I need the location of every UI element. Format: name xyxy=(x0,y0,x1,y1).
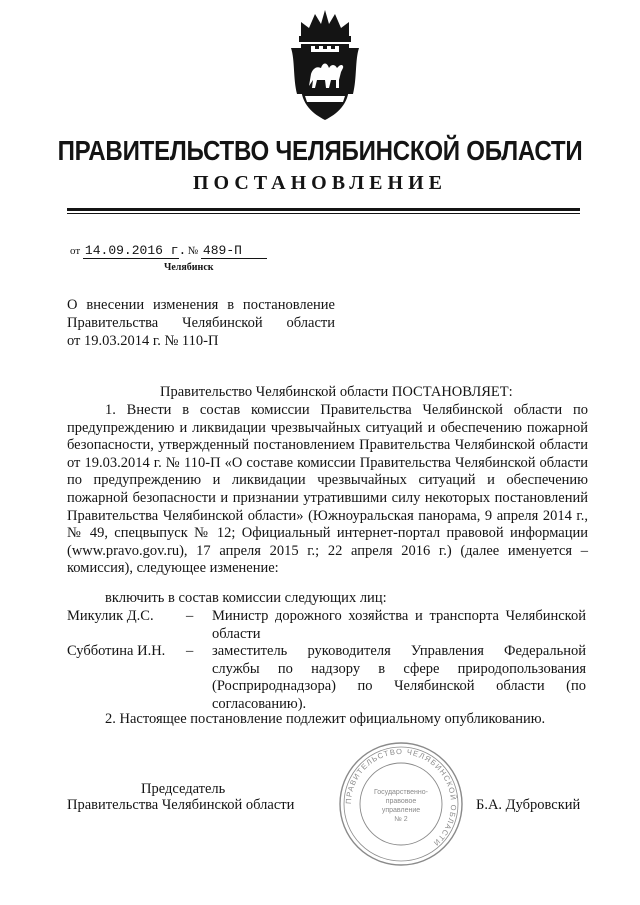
person-position: заместитель руководителя Управления Федеральной службы по надзору в сфере природопользования (Росприроднадзора) по Челябинской области (по согласованию). xyxy=(212,643,586,712)
document-subject xyxy=(67,296,335,350)
official-seal xyxy=(337,740,465,868)
preamble: Правительство Челябинской области ПОСТАНОВЛЯЕТ: xyxy=(160,384,513,400)
item-1-paragraph: 1. Внести в состав комиссии Правительства Челябинской области по предупреждению и ликвидации чрезвычайных ситуаций и обеспечению пожарной безопасности, утвержденный постановлением Правительства Челябинской области от 19.03.2014 г. № 110-П «О составе комиссии Правительства Челябинской области по предупреждению и ликвидации чрезвычайных ситуаций и обеспечению пожарной безопасности и признании утратившими силу некоторых постановлений Правительства Челябинской области» (Южноуральская панорама, 9 апреля 2014 г., № 49, спецвыпуск № 12; Официальный интернет-портал правовой информации (www.pravo.gov.ru), 17 апреля 2015 г.; 22 апреля 2016 г.) (далее именуется – комиссия), следующее изменение: xyxy=(67,402,588,577)
date-number-line xyxy=(70,244,267,259)
signatory-title-line2: Правительства Челябинской области xyxy=(67,797,295,813)
government-title: ПРАВИТЕЛЬСТВО ЧЕЛЯБИНСКОЙ ОБЛАСТИ xyxy=(57,135,583,166)
subject-line: от 19.03.2014 г. № 110-П xyxy=(67,333,219,349)
person-dash: – xyxy=(186,643,194,659)
seal-inner-line: правовое xyxy=(385,798,417,805)
document-type-heading: ПОСТАНОВЛЕНИЕ xyxy=(193,172,447,194)
subject-line: О внесении изменения в постановление xyxy=(67,297,335,313)
date-from-label: от xyxy=(70,245,81,257)
subject-line: Правительства Челябинской области xyxy=(67,315,335,331)
person-name: Микулик Д.С. xyxy=(67,608,154,624)
coat-of-arms-emblem xyxy=(287,8,363,124)
header-rule-thin xyxy=(67,213,580,214)
document-city: Челябинск xyxy=(164,262,214,273)
seal-inner-line: № 2 xyxy=(394,816,408,823)
document-date: 14.09.2016 г. xyxy=(84,243,187,258)
seal-inner-line: Государственно- xyxy=(373,789,429,796)
signatory-name: Б.А. Дубровский xyxy=(476,797,581,813)
header-rule-thick xyxy=(67,208,580,211)
signatory-title-line1: Председатель xyxy=(141,781,226,797)
person-position: Министр дорожного хозяйства и транспорта Челябинской области xyxy=(212,608,586,642)
include-line: включить в состав комиссии следующих лиц: xyxy=(105,590,387,606)
item-2-paragraph: 2. Настоящее постановление подлежит официальному опубликованию. xyxy=(105,711,546,727)
seal-outer-text: ПРАВИТЕЛЬСТВО ЧЕЛЯБИНСКОЙ ОБЛАСТИ xyxy=(343,746,459,849)
number-label: № xyxy=(187,245,199,257)
seal-inner-line: управление xyxy=(381,807,421,814)
document-number: 489-П xyxy=(201,244,267,259)
person-name: Субботина И.Н. xyxy=(67,643,166,659)
person-dash: – xyxy=(186,608,194,624)
